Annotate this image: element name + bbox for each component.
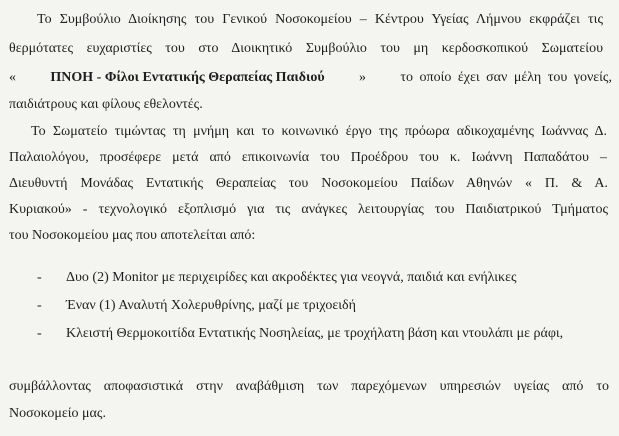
list-bullet: - bbox=[37, 270, 42, 285]
list-item-text: Έναν (1) Αναλυτή Χολερυθρίνης, μαζί με τριχοειδή bbox=[66, 298, 356, 313]
para2-line5: του Νοσοκομείου μας που αποτελείται από: bbox=[9, 228, 256, 243]
quote-open: « bbox=[9, 70, 16, 85]
para2-line2: Παλαιολόγου, προσέφερε μετά από επικοινωνία του Προέδρου του κ. Ιωάννη Παπαδάτου – bbox=[9, 150, 607, 165]
para2-line4: Κυριακού» - τεχνολογικό εξοπλισμό για τις ανάγκες λειτουργίας του Παιδιατρικού Τμήματος bbox=[9, 202, 608, 217]
quote-close: » bbox=[359, 70, 367, 85]
para2-line1: Το Σωματείο τιμώντας τη μνήμη και το κοινωνικό έργο της πρόωρα αδικοχαμένης Ιωάννας Δ. bbox=[31, 124, 607, 139]
para1-line1: Το Συμβούλιο Διοίκησης του Γενικού Νοσοκομείου – Κέντρου Υγείας Λήμνου εκφράζει τις bbox=[37, 12, 603, 27]
para3-line1: συμβάλλοντας αποφασιστικά στην αναβάθμιση των παρεχόμενων υπηρεσιών υγείας από το bbox=[9, 379, 609, 394]
list-item-text: Κλειστή Θερμοκοιτίδα Εντατικής Νοσηλείας, με τροχήλατη βάση και ντουλάπι με ράφι, bbox=[66, 326, 564, 341]
para1-line3-rest: το οποίο έχει σαν μέλη του γονείς, bbox=[400, 70, 612, 85]
association-name: ΠΝΟΗ - Φίλοι Εντατικής Θεραπείας Παιδιού bbox=[50, 70, 325, 85]
para1-line3 bbox=[9, 68, 612, 88]
para1-line2: θερμότατες ευχαριστίες του στο Διοικητικό Συμβούλιο του μη κερδοσκοπικού Σωματείου bbox=[9, 41, 603, 56]
list-item-text: Δυο (2) Monitor με περιχειρίδες και ακροδέκτες για νεογνά, παιδιά και ενήλικες bbox=[66, 270, 517, 285]
para3-line2: Νοσοκομείο μας. bbox=[9, 406, 106, 421]
para1-line4: παιδιάτρους και φίλους εθελοντές. bbox=[9, 97, 203, 112]
list-bullet: - bbox=[37, 298, 42, 313]
para2-line3: Διευθυντή Μονάδας Εντατικής Θεραπείας του Νοσοκομείου Παίδων Αθηνών « Π. & Α. bbox=[9, 176, 608, 191]
list-bullet: - bbox=[37, 326, 42, 341]
